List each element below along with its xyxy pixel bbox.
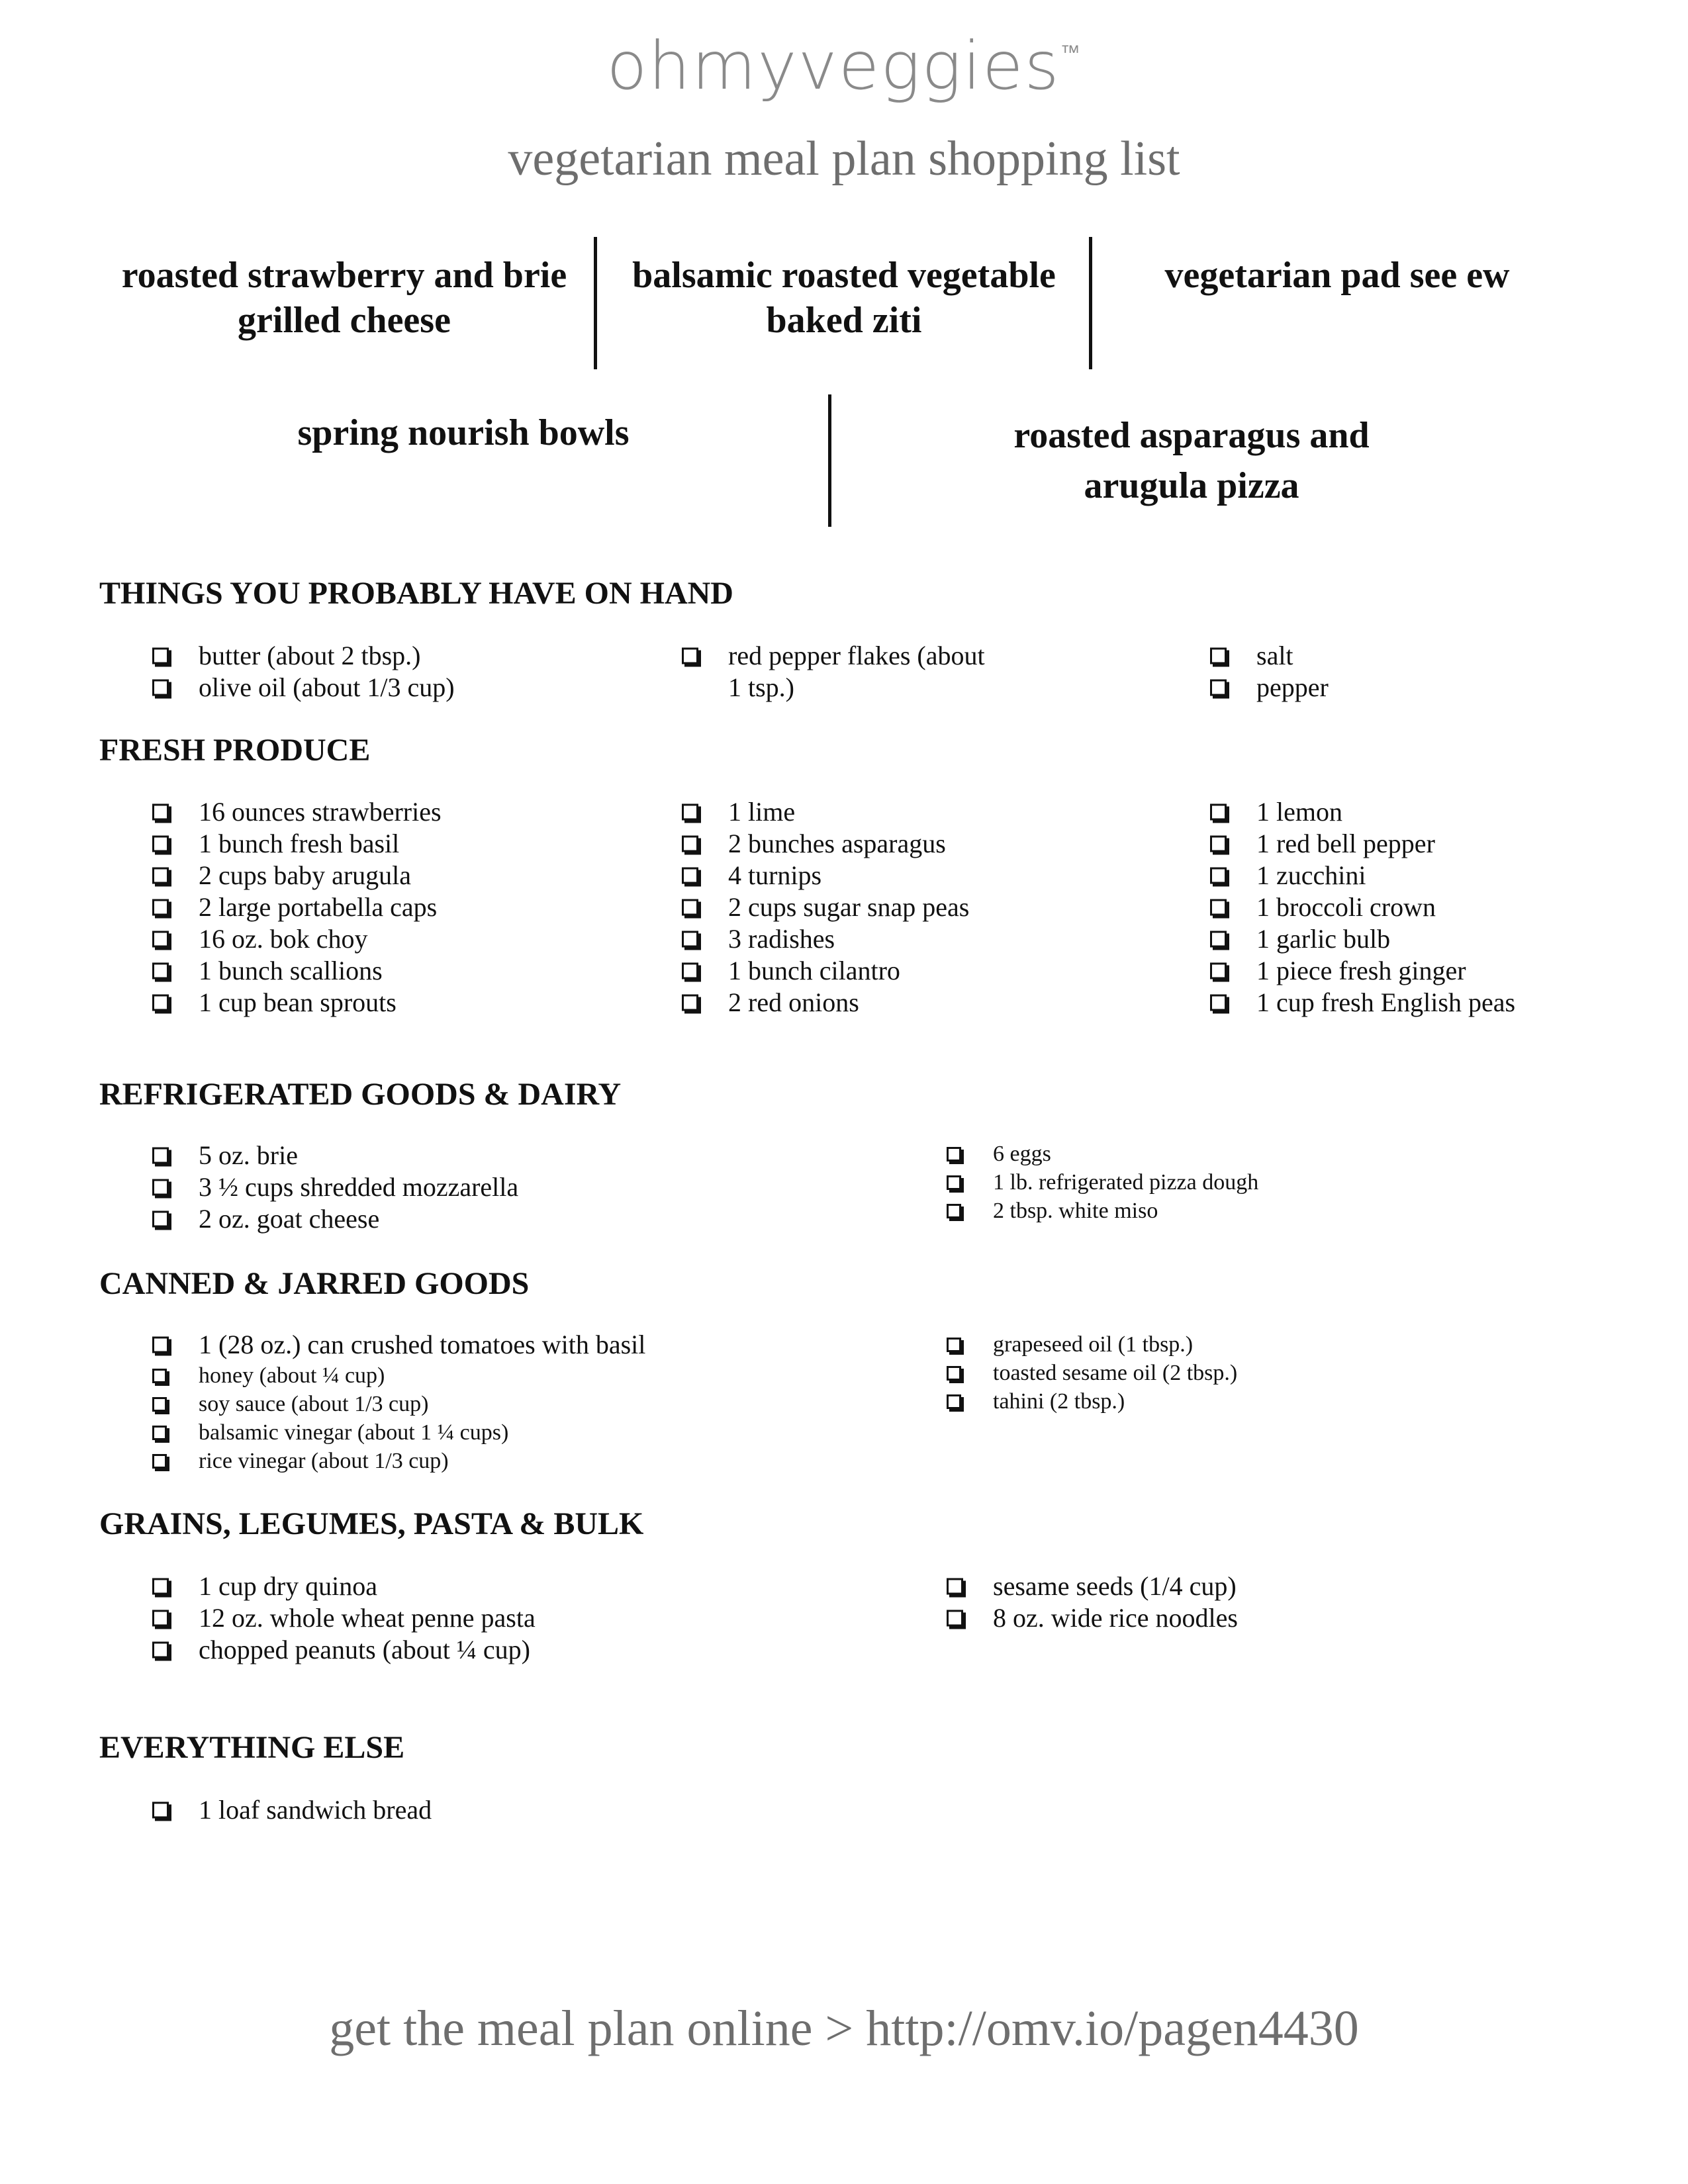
list-item[interactable]: 1 bunch scallions <box>99 955 616 987</box>
checkbox-icon[interactable] <box>152 648 169 664</box>
list-item[interactable]: chopped peanuts (about ¼ cup) <box>99 1634 827 1666</box>
list-item[interactable]: 1 zucchini <box>1157 860 1673 891</box>
checkbox-icon[interactable] <box>152 868 169 884</box>
recipe-title-line: vegetarian pad see ew <box>1164 255 1510 296</box>
checkbox-icon[interactable] <box>947 1338 961 1352</box>
recipe-title-2 <box>606 253 1082 343</box>
refrigerated-list-1 <box>99 1140 827 1235</box>
list-item[interactable]: honey (about ¼ cup) <box>99 1361 827 1390</box>
list-item[interactable]: rice vinegar (about 1/3 cup) <box>99 1447 827 1475</box>
checkbox-icon[interactable] <box>152 1610 169 1627</box>
checkbox-icon[interactable] <box>947 1578 963 1595</box>
checkbox-icon[interactable] <box>1210 804 1227 821</box>
recipe-title-5 <box>927 410 1456 511</box>
list-item[interactable]: 1 bunch fresh basil <box>99 828 616 860</box>
checkbox-icon[interactable] <box>1210 648 1227 664</box>
checkbox-icon[interactable] <box>152 931 169 948</box>
list-item[interactable]: 1 garlic bulb <box>1157 923 1673 955</box>
list-item[interactable]: 1 cup dry quinoa <box>99 1570 827 1602</box>
on-hand-list-1 <box>99 640 563 704</box>
section-title-canned: CANNED & JARRED GOODS <box>99 1266 530 1301</box>
checkbox-icon[interactable] <box>152 995 169 1011</box>
checkbox-icon[interactable] <box>152 1397 167 1412</box>
checkbox-icon[interactable] <box>152 1369 167 1383</box>
list-item[interactable]: 1 (28 oz.) can crushed tomatoes with basil <box>99 1329 827 1361</box>
checkbox-icon[interactable] <box>152 836 169 852</box>
logo-text: ohmyveggies <box>606 27 1060 105</box>
produce-list-3 <box>1157 796 1673 1019</box>
list-item[interactable]: 16 ounces strawberries <box>99 796 616 828</box>
section-title-on-hand: THINGS YOU PROBABLY HAVE ON HAND <box>99 576 733 611</box>
list-item[interactable]: 1 cup fresh English peas <box>1157 987 1673 1019</box>
checkbox-icon[interactable] <box>682 963 698 979</box>
canned-list-1a <box>99 1329 827 1361</box>
checkbox-icon[interactable] <box>947 1610 963 1627</box>
list-item[interactable]: 3 radishes <box>629 923 1145 955</box>
recipe-divider <box>828 394 831 527</box>
checkbox-icon[interactable] <box>947 1147 961 1161</box>
checkbox-icon[interactable] <box>1210 836 1227 852</box>
logo <box>0 26 1688 106</box>
checkbox-icon[interactable] <box>152 1337 169 1353</box>
list-item[interactable]: toasted sesame oil (2 tbsp.) <box>894 1359 1622 1387</box>
checkbox-icon[interactable] <box>152 1802 169 1819</box>
grains-list-2 <box>894 1570 1622 1634</box>
recipe-divider <box>1089 237 1092 369</box>
list-item[interactable]: balsamic vinegar (about 1 ¼ cups) <box>99 1418 827 1447</box>
section-title-everything-else: EVERYTHING ELSE <box>99 1730 405 1765</box>
checkbox-icon[interactable] <box>152 1454 167 1469</box>
on-hand-list-3 <box>1157 640 1620 704</box>
recipe-title-line: baked ziti <box>766 300 922 341</box>
checkbox-icon[interactable] <box>682 868 698 884</box>
list-item[interactable]: grapeseed oil (1 tbsp.) <box>894 1330 1622 1359</box>
recipe-title-line: grilled cheese <box>238 300 451 341</box>
checkbox-icon[interactable] <box>152 804 169 821</box>
checkbox-icon[interactable] <box>152 680 169 696</box>
recipe-title-line: balsamic roasted vegetable <box>632 255 1056 296</box>
page-title: vegetarian meal plan shopping list <box>508 132 1180 186</box>
list-item[interactable]: 2 bunches asparagus <box>629 828 1145 860</box>
list-item[interactable]: red pepper flakes (about 1 tsp.) <box>629 640 1039 704</box>
list-item[interactable]: 1 cup bean sprouts <box>99 987 616 1019</box>
on-hand-list-2 <box>629 640 1039 704</box>
checkbox-icon[interactable] <box>152 1642 169 1659</box>
recipe-title-line: arugula pizza <box>1084 465 1299 506</box>
list-item[interactable]: 1 lime <box>629 796 1145 828</box>
list-item[interactable]: 1 broccoli crown <box>1157 891 1673 923</box>
checkbox-icon[interactable] <box>152 1211 169 1228</box>
list-item[interactable]: 3 ½ cups shredded mozzarella <box>99 1171 827 1203</box>
list-item[interactable]: 1 loaf sandwich bread <box>99 1794 827 1826</box>
checkbox-icon[interactable] <box>1210 868 1227 884</box>
recipe-title-line: roasted asparagus and <box>1013 415 1370 456</box>
list-item[interactable]: 2 red onions <box>629 987 1145 1019</box>
list-item[interactable]: 12 oz. whole wheat penne pasta <box>99 1602 827 1634</box>
checkbox-icon[interactable] <box>1210 680 1227 696</box>
list-item[interactable]: 1 red bell pepper <box>1157 828 1673 860</box>
checkbox-icon[interactable] <box>947 1204 961 1218</box>
list-item[interactable]: 1 lemon <box>1157 796 1673 828</box>
checkbox-icon[interactable] <box>152 963 169 979</box>
list-item[interactable]: 8 oz. wide rice noodles <box>894 1602 1622 1634</box>
recipe-title-3 <box>1105 253 1569 298</box>
checkbox-icon[interactable] <box>682 836 698 852</box>
list-item[interactable]: 2 oz. goat cheese <box>99 1203 827 1235</box>
recipe-title-4 <box>199 410 728 455</box>
checkbox-icon[interactable] <box>1210 931 1227 948</box>
checkbox-icon[interactable] <box>947 1366 961 1381</box>
checkbox-icon[interactable] <box>1210 995 1227 1011</box>
checkbox-icon[interactable] <box>1210 963 1227 979</box>
checkbox-icon[interactable] <box>152 1179 169 1196</box>
checkbox-icon[interactable] <box>682 648 698 664</box>
list-item[interactable]: sesame seeds (1/4 cup) <box>894 1570 1622 1602</box>
list-item[interactable]: 2 tbsp. white miso <box>894 1197 1622 1225</box>
checkbox-icon[interactable] <box>682 995 698 1011</box>
grains-list-1 <box>99 1570 827 1666</box>
list-item[interactable]: 1 piece fresh ginger <box>1157 955 1673 987</box>
list-item[interactable]: 5 oz. brie <box>99 1140 827 1171</box>
checkbox-icon[interactable] <box>152 899 169 916</box>
list-item[interactable]: olive oil (about 1/3 cup) <box>99 672 563 704</box>
recipe-title-line: spring nourish bowls <box>297 412 630 453</box>
canned-list-1b <box>99 1361 827 1475</box>
list-item[interactable]: 2 large portabella caps <box>99 891 616 923</box>
canned-list-2 <box>894 1330 1622 1416</box>
checkbox-icon[interactable] <box>682 804 698 821</box>
recipe-title-1 <box>106 253 583 343</box>
everything-else-list <box>99 1794 827 1826</box>
checkbox-icon[interactable] <box>152 1426 167 1440</box>
list-item[interactable]: 4 turnips <box>629 860 1145 891</box>
section-title-grains: GRAINS, LEGUMES, PASTA & BULK <box>99 1506 644 1541</box>
list-item[interactable]: butter (about 2 tbsp.) <box>99 640 563 672</box>
list-item[interactable]: 6 eggs <box>894 1140 1622 1168</box>
section-title-refrigerated: REFRIGERATED GOODS & DAIRY <box>99 1077 622 1112</box>
checkbox-icon[interactable] <box>1210 899 1227 916</box>
section-title-produce: FRESH PRODUCE <box>99 733 371 768</box>
list-item[interactable]: tahini (2 tbsp.) <box>894 1387 1622 1416</box>
produce-list-1 <box>99 796 616 1019</box>
list-item[interactable]: 1 lb. refrigerated pizza dough <box>894 1168 1622 1197</box>
checkbox-icon[interactable] <box>947 1394 961 1409</box>
list-item[interactable]: pepper <box>1157 672 1620 704</box>
list-item[interactable]: 2 cups baby arugula <box>99 860 616 891</box>
list-item[interactable]: 1 bunch cilantro <box>629 955 1145 987</box>
produce-list-2 <box>629 796 1145 1019</box>
list-item[interactable]: soy sauce (about 1/3 cup) <box>99 1390 827 1418</box>
footer-link[interactable]: get the meal plan online > http://omv.io/pagen4430 <box>329 2001 1359 2056</box>
checkbox-icon[interactable] <box>152 1578 169 1595</box>
checkbox-icon[interactable] <box>152 1148 169 1164</box>
list-item[interactable]: salt <box>1157 640 1620 672</box>
list-item[interactable]: 2 cups sugar snap peas <box>629 891 1145 923</box>
checkbox-icon[interactable] <box>682 899 698 916</box>
trademark-mark: ™ <box>1060 41 1082 64</box>
recipe-title-line: roasted strawberry and brie <box>121 255 567 296</box>
refrigerated-list-2 <box>894 1140 1622 1225</box>
checkbox-icon[interactable] <box>682 931 698 948</box>
checkbox-icon[interactable] <box>947 1175 961 1190</box>
recipe-divider <box>594 237 597 369</box>
list-item[interactable]: 16 oz. bok choy <box>99 923 616 955</box>
